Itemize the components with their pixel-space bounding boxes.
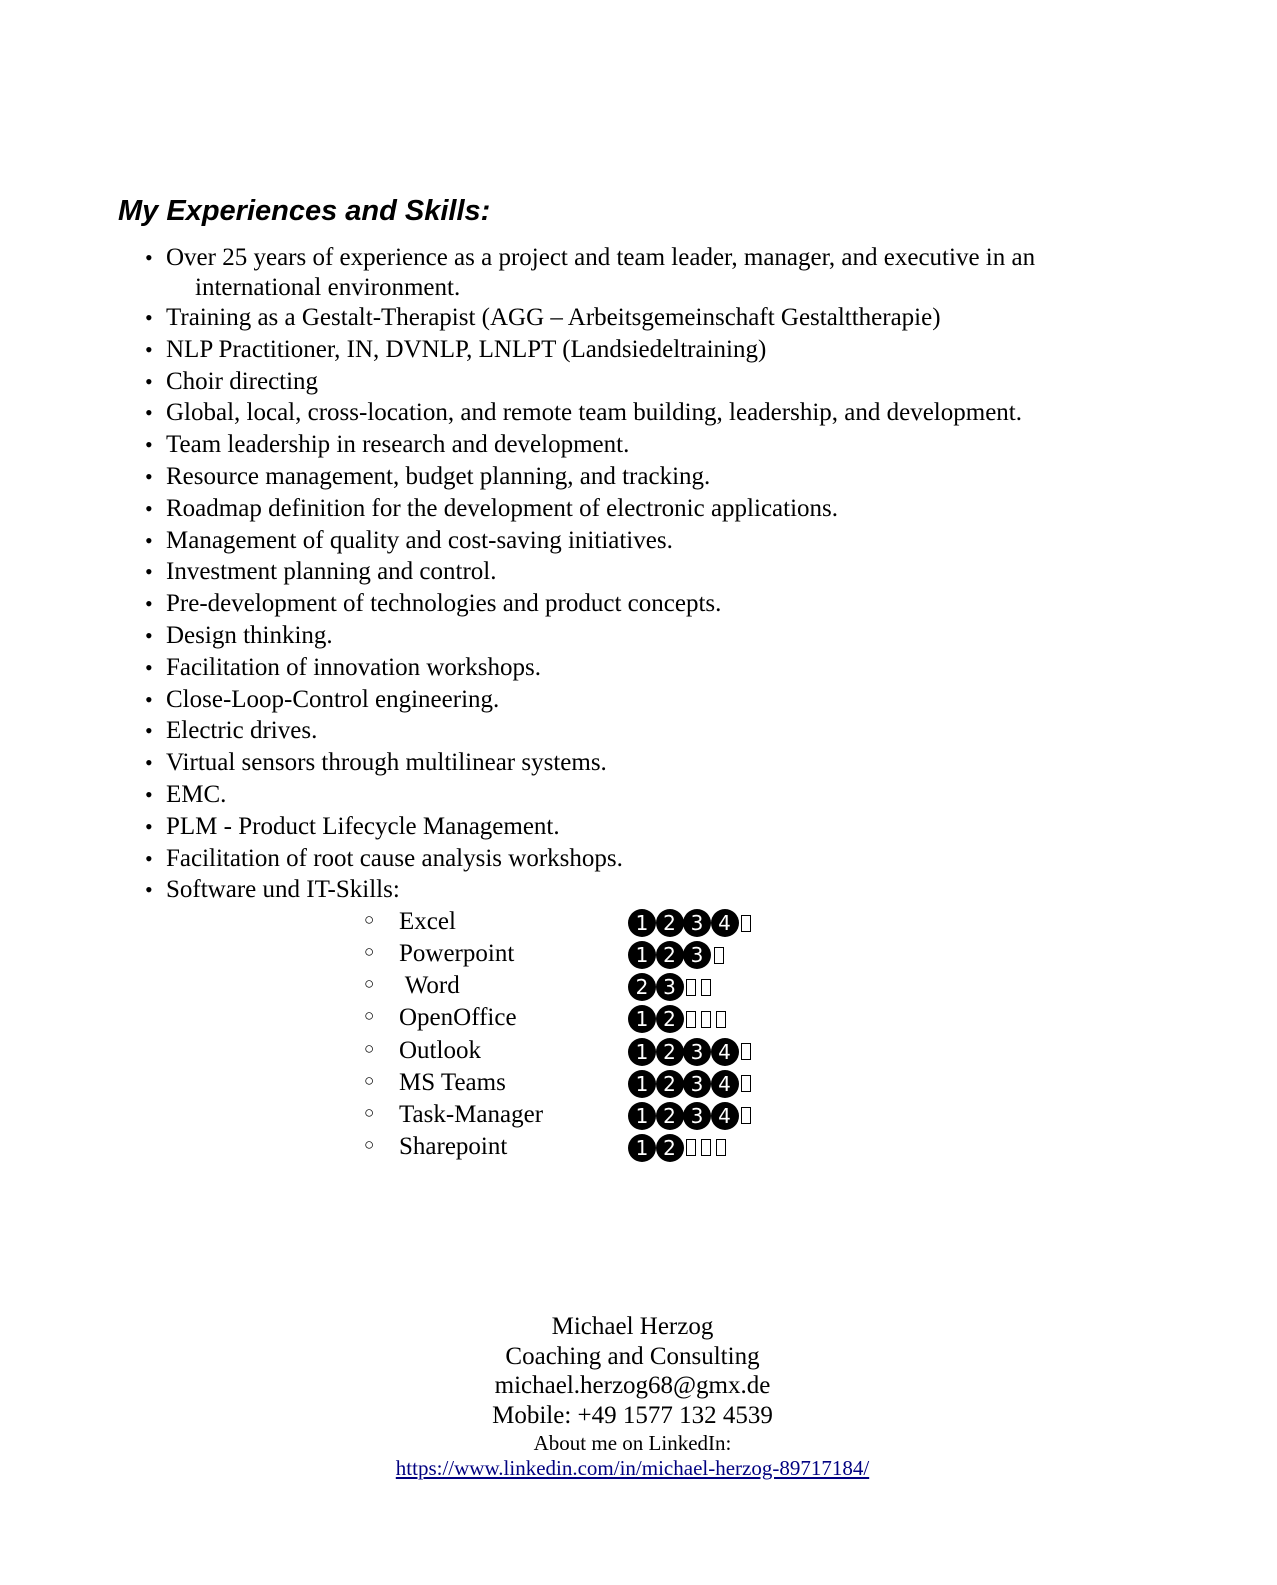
empty-box-icon bbox=[741, 915, 751, 932]
numbered-black-circle-icon: 2 bbox=[628, 973, 656, 1001]
bullet-icon: • bbox=[145, 781, 153, 807]
empty-box-icon bbox=[686, 979, 696, 996]
numbered-black-circle-icon: 3 bbox=[683, 1102, 711, 1130]
experience-item-text: Design thinking. bbox=[166, 621, 333, 649]
numbered-black-circle-icon: 2 bbox=[656, 1070, 684, 1098]
experience-item-text: Facilitation of innovation workshops. bbox=[166, 653, 541, 681]
numbered-black-circle-icon: 1 bbox=[628, 1038, 656, 1066]
software-skill-item bbox=[166, 1099, 1100, 1131]
bullet-icon: • bbox=[145, 877, 153, 903]
bullet-icon: • bbox=[145, 305, 153, 330]
bullet-icon: • bbox=[145, 718, 153, 744]
software-skill-item bbox=[166, 1067, 1100, 1099]
experience-item bbox=[0, 747, 1100, 779]
circle-bullet-icon: ○ bbox=[364, 1134, 375, 1154]
bullet-icon: • bbox=[145, 432, 153, 458]
experience-item bbox=[0, 429, 1100, 461]
skill-rating bbox=[628, 1102, 753, 1130]
numbered-black-circle-icon: 2 bbox=[656, 1102, 684, 1130]
empty-box-icon bbox=[686, 1139, 696, 1156]
circle-bullet-icon: ○ bbox=[364, 974, 375, 994]
experience-item bbox=[0, 525, 1100, 557]
numbered-black-circle-icon: 1 bbox=[628, 941, 656, 969]
contact-tagline: Coaching and Consulting bbox=[505, 1342, 760, 1370]
experience-item-text-continued: international environment. bbox=[195, 274, 461, 301]
contact-mobile: Mobile: +49 1577 132 4539 bbox=[492, 1402, 773, 1430]
experience-item-text: Choir directing bbox=[166, 367, 319, 395]
experience-item-text: Team leadership in research and development. bbox=[166, 431, 630, 459]
software-skills-list bbox=[166, 906, 1100, 1163]
bullet-icon: • bbox=[145, 591, 153, 617]
numbered-black-circle-icon: 4 bbox=[711, 909, 739, 937]
software-skill-item bbox=[166, 906, 1100, 938]
experience-item-text: Management of quality and cost-saving initiatives. bbox=[166, 526, 673, 554]
bullet-icon: • bbox=[145, 400, 153, 426]
bullet-icon: • bbox=[145, 559, 153, 585]
experience-item-text: Global, local, cross-location, and remote team building, leadership, and development. bbox=[166, 399, 1022, 427]
bullet-icon: • bbox=[145, 495, 153, 521]
numbered-black-circle-icon: 3 bbox=[656, 973, 684, 1001]
experience-item-text: Investment planning and control. bbox=[166, 558, 497, 586]
numbered-black-circle-icon: 3 bbox=[683, 1038, 711, 1066]
experience-item-text: Pre-development of technologies and product concepts. bbox=[166, 590, 722, 618]
empty-box-icon bbox=[686, 1011, 696, 1028]
empty-box-icon bbox=[741, 1043, 751, 1060]
contact-footer bbox=[0, 1312, 1265, 1481]
software-skill-name: MS Teams bbox=[399, 1068, 506, 1096]
experience-item bbox=[0, 715, 1100, 747]
experience-item-text: EMC. bbox=[166, 780, 227, 808]
experience-item bbox=[0, 334, 1100, 366]
software-skill-item bbox=[166, 1131, 1100, 1163]
experience-item-text: Virtual sensors through multilinear systems. bbox=[166, 749, 607, 777]
software-skills-heading: Software und IT-Skills: bbox=[166, 876, 400, 904]
skill-rating bbox=[628, 1070, 753, 1098]
software-skill-item bbox=[166, 1002, 1100, 1034]
experience-item bbox=[0, 588, 1100, 620]
experience-item bbox=[0, 366, 1100, 398]
bullet-icon: • bbox=[145, 463, 153, 489]
linkedin-link[interactable]: https://www.linkedin.com/in/michael-herzog-89717184/ bbox=[395, 1455, 870, 1480]
circle-bullet-icon: ○ bbox=[364, 942, 375, 962]
numbered-black-circle-icon: 4 bbox=[711, 1070, 739, 1098]
bullet-icon: • bbox=[145, 527, 153, 553]
bullet-icon: • bbox=[145, 845, 153, 871]
bullet-icon: • bbox=[145, 750, 153, 776]
experience-item-text: Facilitation of root cause analysis workshops. bbox=[166, 844, 623, 872]
empty-box-icon bbox=[701, 979, 711, 996]
linkedin-label: About me on LinkedIn: bbox=[533, 1430, 732, 1455]
skill-rating bbox=[628, 1005, 728, 1033]
software-skill-name: Powerpoint bbox=[399, 940, 515, 968]
software-skill-name: Excel bbox=[399, 908, 456, 936]
numbered-black-circle-icon: 1 bbox=[628, 1070, 656, 1098]
circle-bullet-icon: ○ bbox=[364, 1102, 375, 1122]
empty-box-icon bbox=[701, 1011, 711, 1028]
empty-box-icon bbox=[716, 1139, 726, 1156]
experience-item-text: Roadmap definition for the development of electronic applications. bbox=[166, 494, 839, 522]
circle-bullet-icon: ○ bbox=[364, 1070, 375, 1090]
numbered-black-circle-icon: 1 bbox=[628, 1134, 656, 1162]
experience-item bbox=[0, 461, 1100, 493]
bullet-icon: • bbox=[145, 654, 153, 680]
experience-item bbox=[0, 811, 1100, 843]
experience-item bbox=[0, 620, 1100, 652]
experience-item bbox=[0, 652, 1100, 684]
software-skill-item bbox=[166, 1035, 1100, 1067]
empty-box-icon bbox=[716, 1011, 726, 1028]
numbered-black-circle-icon: 3 bbox=[683, 1070, 711, 1098]
numbered-black-circle-icon: 2 bbox=[656, 1005, 684, 1033]
software-skill-name: Outlook bbox=[399, 1036, 481, 1064]
empty-box-icon bbox=[741, 1075, 751, 1092]
numbered-black-circle-icon: 4 bbox=[711, 1102, 739, 1130]
experience-item bbox=[0, 843, 1100, 875]
numbered-black-circle-icon: 1 bbox=[628, 1005, 656, 1033]
experience-item bbox=[0, 302, 1100, 334]
numbered-black-circle-icon: 2 bbox=[656, 909, 684, 937]
numbered-black-circle-icon: 2 bbox=[656, 1134, 684, 1162]
empty-box-icon bbox=[714, 947, 724, 964]
empty-box-icon bbox=[701, 1139, 711, 1156]
experience-item-text: Training as a Gestalt-Therapist (AGG – Arbeitsgemeinschaft Gestalttherapie) bbox=[166, 304, 941, 331]
experience-item-text: Electric drives. bbox=[166, 717, 318, 745]
numbered-black-circle-icon: 3 bbox=[683, 941, 711, 969]
bullet-icon: • bbox=[145, 622, 153, 648]
software-skill-name: Sharepoint bbox=[399, 1132, 508, 1160]
experience-item-text: PLM - Product Lifecycle Management. bbox=[166, 812, 560, 840]
numbered-black-circle-icon: 3 bbox=[683, 909, 711, 937]
circle-bullet-icon: ○ bbox=[364, 1006, 375, 1026]
software-skill-item bbox=[166, 938, 1100, 970]
experience-item bbox=[0, 397, 1100, 429]
experience-item-text: Over 25 years of experience as a project and team leader, manager, and executive in an bbox=[166, 244, 1036, 271]
contact-name: Michael Herzog bbox=[551, 1313, 714, 1340]
experience-item bbox=[0, 493, 1100, 525]
numbered-black-circle-icon: 1 bbox=[628, 909, 656, 937]
bullet-icon: • bbox=[145, 813, 153, 839]
contact-email: michael.herzog68@gmx.de bbox=[494, 1372, 771, 1400]
skill-rating bbox=[628, 909, 753, 937]
bullet-icon: • bbox=[145, 336, 153, 362]
numbered-black-circle-icon: 1 bbox=[628, 1102, 656, 1130]
numbered-black-circle-icon: 2 bbox=[656, 1038, 684, 1066]
experience-item bbox=[0, 684, 1100, 716]
software-skill-name: OpenOffice bbox=[399, 1004, 517, 1032]
experience-item-text: Close-Loop-Control engineering. bbox=[166, 685, 500, 713]
experience-item-software bbox=[0, 874, 1100, 1163]
numbered-black-circle-icon: 2 bbox=[656, 941, 684, 969]
circle-bullet-icon: ○ bbox=[364, 910, 375, 930]
skill-rating bbox=[628, 1038, 753, 1066]
bullet-icon: • bbox=[145, 245, 153, 270]
software-skill-name: Task-Manager bbox=[399, 1100, 544, 1128]
experience-item bbox=[0, 556, 1100, 588]
skill-rating bbox=[628, 941, 726, 969]
skill-rating bbox=[628, 973, 713, 1001]
bullet-icon: • bbox=[145, 368, 153, 394]
bullet-icon: • bbox=[145, 686, 153, 712]
experience-item bbox=[0, 243, 1100, 302]
experience-item-text: NLP Practitioner, IN, DVNLP, LNLPT (Landsiedeltraining) bbox=[166, 335, 767, 363]
skill-rating bbox=[628, 1134, 728, 1162]
experience-list bbox=[0, 243, 1100, 1163]
software-skill-item bbox=[166, 970, 1100, 1002]
empty-box-icon bbox=[741, 1107, 751, 1124]
circle-bullet-icon: ○ bbox=[364, 1038, 375, 1058]
section-heading: My Experiences and Skills: bbox=[118, 195, 491, 227]
experience-item-text: Resource management, budget planning, and tracking. bbox=[166, 462, 711, 490]
software-skill-name: Word bbox=[399, 972, 460, 1000]
numbered-black-circle-icon: 4 bbox=[711, 1038, 739, 1066]
experience-item bbox=[0, 779, 1100, 811]
